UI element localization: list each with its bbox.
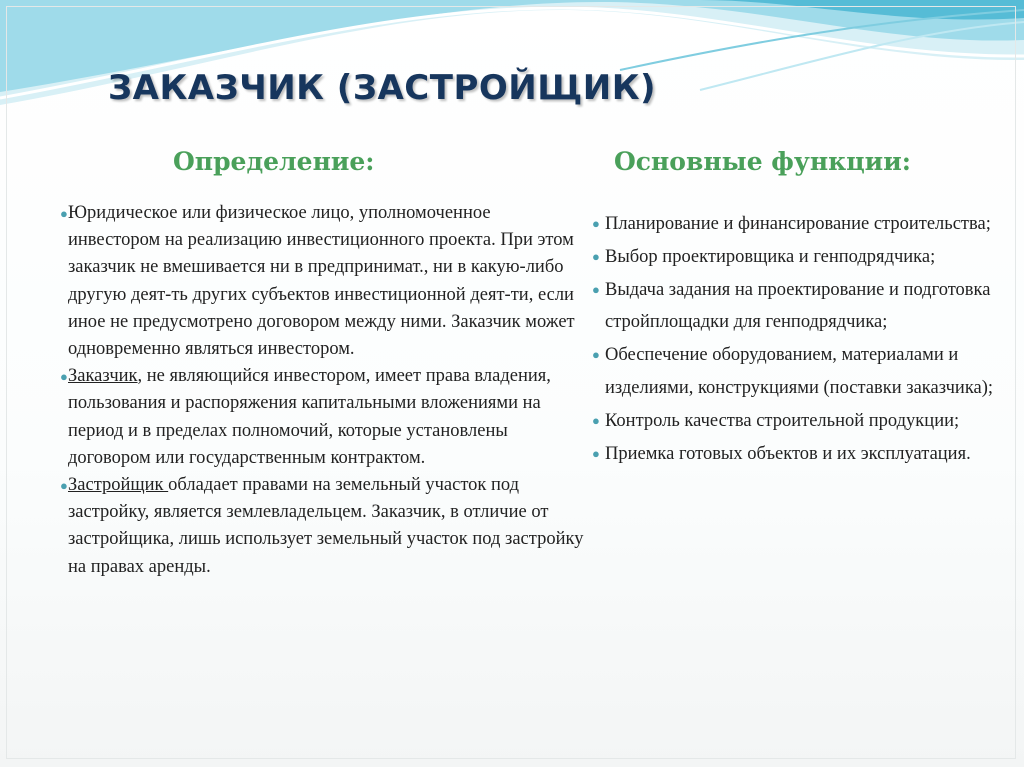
definition-column (60, 200, 585, 581)
function-item (592, 274, 1007, 340)
paragraph-lead-underlined: Застройщик (68, 475, 169, 496)
definition-paragraph (60, 472, 585, 581)
round-bullet-icon: ● (592, 216, 600, 231)
paragraph-body: Юридическое или физическое лицо, уполномоченное инвестором на реализацию инвестиционного проекта. При этом заказчик не вмешивается ни в предпринимат., ни в какую-либо другую деят-ть других субъектов инвестиционной деят-ти, если иное не предусмотрено договором между ними. Заказчик может одновременно являться инвестором. (68, 203, 575, 360)
round-bullet-icon: ● (60, 478, 68, 494)
paragraph-text (68, 472, 585, 581)
round-bullet-icon: ● (592, 412, 600, 428)
round-bullet-icon: ● (592, 281, 600, 297)
function-text: Обеспечение оборудованием, материалами и изделиями, конструкциями (поставки заказчика); (605, 345, 994, 398)
functions-heading: Основные функции: (614, 147, 911, 176)
round-bullet-icon: ● (60, 369, 68, 385)
round-bullet-icon: ● (592, 347, 600, 363)
function-item (592, 438, 1007, 471)
paragraph-text (68, 363, 585, 472)
function-item (592, 208, 1007, 241)
paragraph-text (68, 200, 585, 363)
paragraph-body: обладает правами на земельный участок под застройку, является землевладельцем. Заказчик, в отличие от застройщика, лишь использует земельный участок под застройку на правах аренды. (68, 475, 584, 577)
paragraph-body: , не являющийся инвестором, имеет права владения, пользования и распоряжения капитальными вложениями на период и в пределах полномочий, которые установлены договором или государственным контрактом. (68, 366, 551, 468)
function-text: Выбор проектировщика и генподрядчика; (605, 246, 936, 267)
definition-heading: Определение: (173, 147, 375, 176)
round-bullet-icon: ● (592, 248, 600, 264)
function-text: Приемка готовых объектов и их эксплуатация. (605, 443, 971, 464)
definition-paragraph (60, 200, 585, 363)
function-text: Контроль качества строительной продукции; (605, 410, 960, 431)
round-bullet-icon: ● (592, 445, 600, 461)
function-item (592, 405, 1007, 438)
function-text: Планирование и финансирование строительства; (605, 214, 991, 234)
functions-list (592, 208, 1007, 470)
paragraph-lead-underlined: Заказчик (68, 366, 138, 387)
function-text: Выдача задания на проектирование и подготовка стройплощадки для генподрядчика; (605, 279, 991, 333)
function-item (592, 339, 1007, 405)
function-item (592, 241, 1007, 274)
definition-paragraph (60, 363, 585, 472)
round-bullet-icon: ● (60, 206, 68, 221)
slide-title: ЗАКАЗЧИК (ЗАСТРОЙЩИК) (108, 68, 657, 108)
